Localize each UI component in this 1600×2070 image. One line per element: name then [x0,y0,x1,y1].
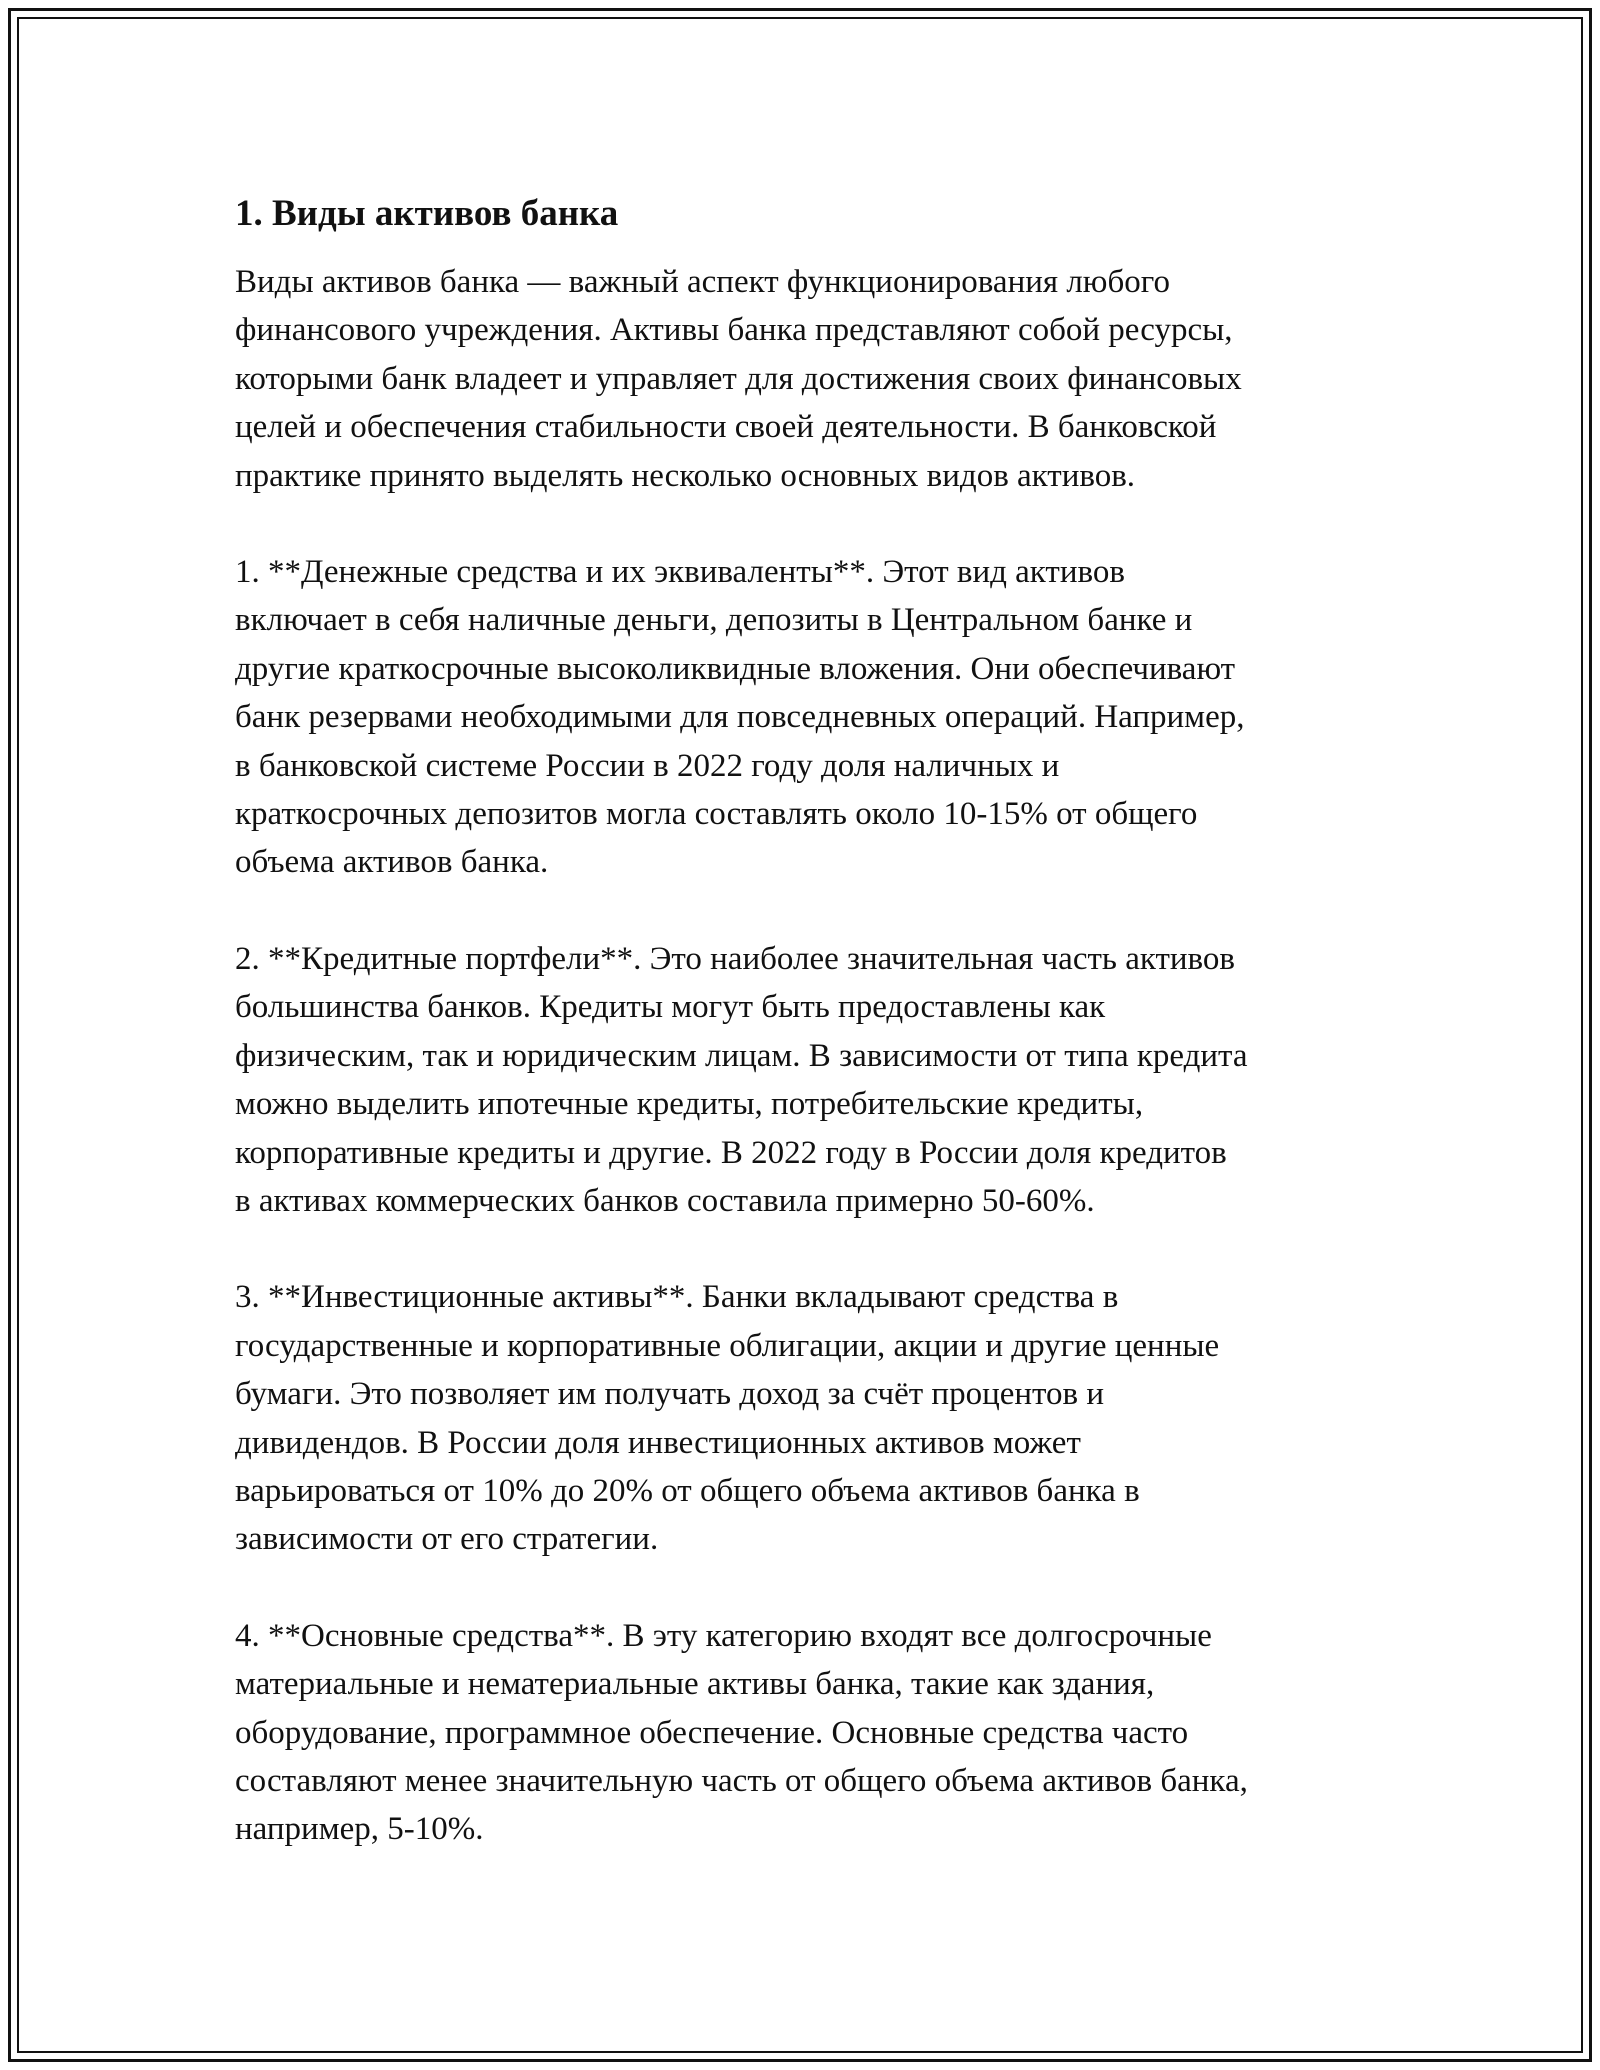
text-line: которыми банк владеет и управляет для достижения своих финансовых [235,360,1242,397]
fixed-assets-paragraph [235,1612,1375,1854]
text-line: 4. **Основные средства**. В эту категорию входят все долгосрочные [235,1617,1212,1654]
text-line: 2. **Кредитные портфели**. Это наиболее значительная часть активов [235,940,1235,977]
text-line: физическим, так и юридическим лицам. В зависимости от типа кредита [235,1037,1248,1074]
cash-paragraph [235,548,1375,887]
text-line: дивидендов. В России доля инвестиционных активов может [235,1424,1081,1461]
section-heading: 1. Виды активов банка [235,193,619,234]
text-line: большинства банков. Кредиты могут быть предоставлены как [235,989,1106,1026]
text-line: краткосрочных депозитов могла составлять около 10-15% от общего [235,796,1198,833]
text-line: материальные и нематериальные активы банка, такие как здания, [235,1666,1155,1703]
text-line: можно выделить ипотечные кредиты, потребительские кредиты, [235,1086,1144,1123]
text-line: финансового учреждения. Активы банка представляют собой ресурсы, [235,312,1233,349]
text-line: составляют менее значительную часть от общего объема активов банка, [235,1762,1248,1799]
text-line: 3. **Инвестиционные активы**. Банки вкладывают средства в [235,1279,1119,1316]
text-line: другие краткосрочные высоколиквидные вложения. Они обеспечивают [235,650,1236,687]
text-line: например, 5-10%. [235,1811,484,1848]
text-line: варьироваться от 10% до 20% от общего объема активов банка в [235,1472,1140,1509]
text-line: Виды активов банка — важный аспект функционирования любого [235,264,1170,300]
text-line: бумаги. Это позволяет им получать доход за счёт процентов и [235,1376,1105,1413]
investments-paragraph [235,1273,1375,1563]
text-line: целей и обеспечения стабильности своей деятельности. В банковской [235,409,1217,446]
text-line: государственные и корпоративные облигации, акции и другие ценные [235,1327,1220,1364]
text-line: включает в себя наличные деньги, депозиты в Центральном банке и [235,602,1193,639]
text-line: в активах коммерческих банков составила примерно 50-60%. [235,1182,1095,1219]
text-line: оборудование, программное обеспечение. Основные средства часто [235,1714,1189,1751]
text-line: объема активов банка. [235,844,549,881]
text-line: зависимости от его стратегии. [235,1521,659,1558]
loans-paragraph [235,935,1375,1225]
text-line: банк резервами необходимыми для повседневных операций. Например, [235,699,1245,736]
text-line: практике принято выделять несколько основных видов активов. [235,457,1136,494]
intro-paragraph [235,258,1375,500]
text-line: корпоративные кредиты и другие. В 2022 году в России доля кредитов [235,1134,1227,1171]
text-line: 1. **Денежные средства и их эквиваленты**. Этот вид активов [235,554,1125,591]
document-body [235,188,1375,1902]
text-line: в банковской системе России в 2022 году доля наличных и [235,747,1060,784]
